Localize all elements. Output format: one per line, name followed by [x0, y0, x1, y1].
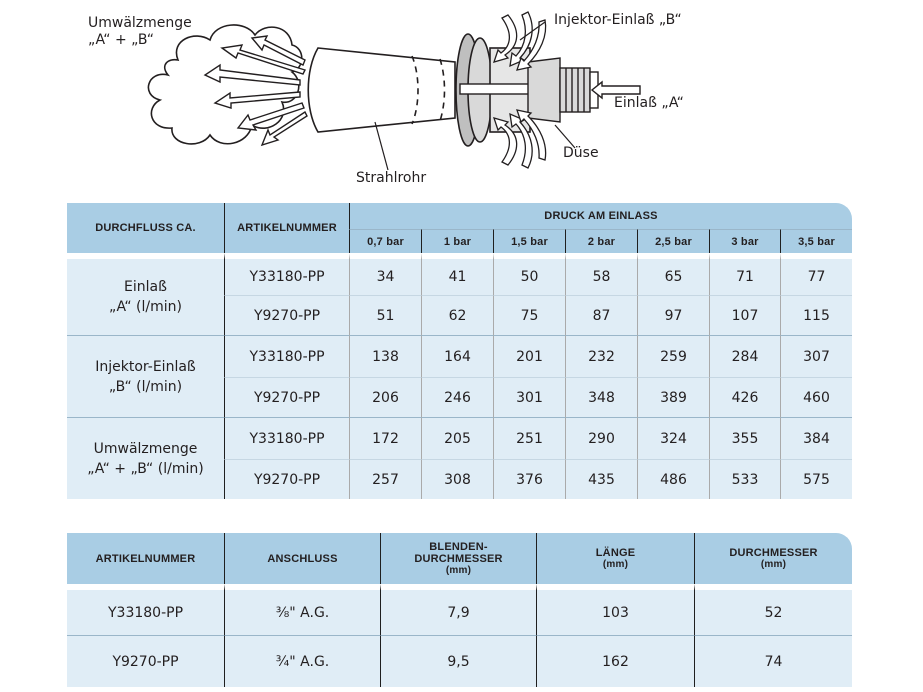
value-cell: 308: [421, 459, 493, 499]
laenge-cell: 103: [536, 584, 694, 635]
table-row: [67, 417, 852, 459]
strahlrohr-body: [308, 48, 455, 132]
table-row: [67, 253, 852, 295]
anschluss-cell: ⅜" A.G.: [224, 584, 380, 635]
value-cell: 376: [493, 459, 565, 499]
value-cell: 257: [349, 459, 421, 499]
value-cell: 251: [493, 417, 565, 459]
value-cell: 426: [709, 377, 780, 417]
value-cell: 533: [709, 459, 780, 499]
flow-rate-table: [67, 203, 852, 499]
value-cell: 324: [637, 417, 709, 459]
pressure-header: 2,5 bar: [637, 229, 709, 253]
artikel-cell: Y9270-PP: [67, 635, 224, 687]
group-label-einlass: [67, 253, 224, 335]
header-durchfluss: DURCHFLUSS CA.: [67, 203, 224, 253]
value-cell: 246: [421, 377, 493, 417]
value-cell: 389: [637, 377, 709, 417]
pressure-header: 3,5 bar: [780, 229, 852, 253]
value-cell: 259: [637, 335, 709, 377]
value-cell: 172: [349, 417, 421, 459]
value-cell: 486: [637, 459, 709, 499]
pressure-header: 0,7 bar: [349, 229, 421, 253]
value-cell: 301: [493, 377, 565, 417]
anschluss-cell: ¾" A.G.: [224, 635, 380, 687]
value-cell: 87: [565, 295, 637, 335]
label-einlass-a: Einlaß „A“: [614, 95, 684, 111]
table-row: [67, 635, 852, 687]
value-cell: 65: [637, 253, 709, 295]
value-cell: 71: [709, 253, 780, 295]
label-injektor-einlass: Injektor-Einlaß „B“: [554, 12, 682, 28]
group-label-line2: „A“ (l/min): [109, 299, 182, 315]
dimensions-table: [67, 533, 852, 687]
header-laenge-label: LÄNGE: [595, 547, 636, 559]
threaded-end: [528, 58, 598, 122]
value-cell: 206: [349, 377, 421, 417]
value-cell: 205: [421, 417, 493, 459]
value-cell: 115: [780, 295, 852, 335]
artikel-cell: Y33180-PP: [67, 584, 224, 635]
group-label-line1: Einlaß: [124, 279, 167, 295]
value-cell: 62: [421, 295, 493, 335]
value-cell: 77: [780, 253, 852, 295]
artikel-cell: Y9270-PP: [224, 295, 349, 335]
value-cell: 232: [565, 335, 637, 377]
artikel-cell: Y33180-PP: [224, 417, 349, 459]
header-laenge: [536, 533, 694, 584]
table-row: [67, 335, 852, 377]
header-anschluss: ANSCHLUSS: [224, 533, 380, 584]
value-cell: 284: [709, 335, 780, 377]
value-cell: 201: [493, 335, 565, 377]
label-duese: Düse: [563, 145, 599, 161]
artikel-cell: Y9270-PP: [224, 459, 349, 499]
header-durchmesser-label: DURCHMESSER: [729, 547, 818, 559]
value-cell: 290: [565, 417, 637, 459]
group-label-umwaelzmenge: [67, 417, 224, 499]
group-label-line2: „B“ (l/min): [108, 378, 183, 395]
value-cell: 435: [565, 459, 637, 499]
header-artikelnummer: ARTIKELNUMMER: [67, 533, 224, 584]
blende-cell: 9,5: [380, 635, 536, 687]
artikel-cell: Y33180-PP: [224, 253, 349, 295]
artikel-cell: Y33180-PP: [224, 335, 349, 377]
value-cell: 460: [780, 377, 852, 417]
header-blenden-line1: BLENDEN-: [429, 541, 488, 553]
value-cell: 34: [349, 253, 421, 295]
pressure-header: 1,5 bar: [493, 229, 565, 253]
header-blenden-unit: (mm): [445, 565, 472, 576]
value-cell: 138: [349, 335, 421, 377]
pressure-header: 1 bar: [421, 229, 493, 253]
header-laenge-unit: (mm): [602, 559, 629, 570]
value-cell: 384: [780, 417, 852, 459]
label-umwaelzmenge-line1: Umwälzmenge: [88, 15, 192, 31]
laenge-cell: 162: [536, 635, 694, 687]
header-durchmesser: [694, 533, 852, 584]
pressure-header: 2 bar: [565, 229, 637, 253]
header-druck-am-einlass: DRUCK AM EINLASS: [349, 203, 852, 229]
value-cell: 355: [709, 417, 780, 459]
value-cell: 107: [709, 295, 780, 335]
header-durchmesser-unit: (mm): [760, 559, 787, 570]
eductor-diagram: [0, 0, 923, 200]
value-cell: 51: [349, 295, 421, 335]
label-strahlrohr: Strahlrohr: [356, 170, 427, 186]
pressure-header: 3 bar: [709, 229, 780, 253]
group-label-injektor: [67, 335, 224, 417]
durchmesser-cell: 74: [694, 635, 852, 687]
durchmesser-cell: 52: [694, 584, 852, 635]
header-blenden-durchmesser: [380, 533, 536, 584]
label-umwaelzmenge: [88, 15, 192, 49]
header-artikelnummer: ARTIKELNUMMER: [224, 203, 349, 253]
value-cell: 307: [780, 335, 852, 377]
value-cell: 50: [493, 253, 565, 295]
value-cell: 75: [493, 295, 565, 335]
header-blenden-line2: DURCHMESSER: [414, 553, 503, 565]
value-cell: 348: [565, 377, 637, 417]
blende-cell: 7,9: [380, 584, 536, 635]
value-cell: 575: [780, 459, 852, 499]
value-cell: 41: [421, 253, 493, 295]
artikel-cell: Y9270-PP: [224, 377, 349, 417]
group-label-line2: „A“ + „B“ (l/min): [87, 460, 204, 477]
table-row: [67, 584, 852, 635]
value-cell: 97: [637, 295, 709, 335]
group-label-line1: Injektor-Einlaß: [95, 358, 196, 375]
label-umwaelzmenge-line2: „A“ + „B“: [88, 32, 155, 48]
group-label-line1: Umwälzmenge: [93, 440, 198, 457]
value-cell: 58: [565, 253, 637, 295]
value-cell: 164: [421, 335, 493, 377]
